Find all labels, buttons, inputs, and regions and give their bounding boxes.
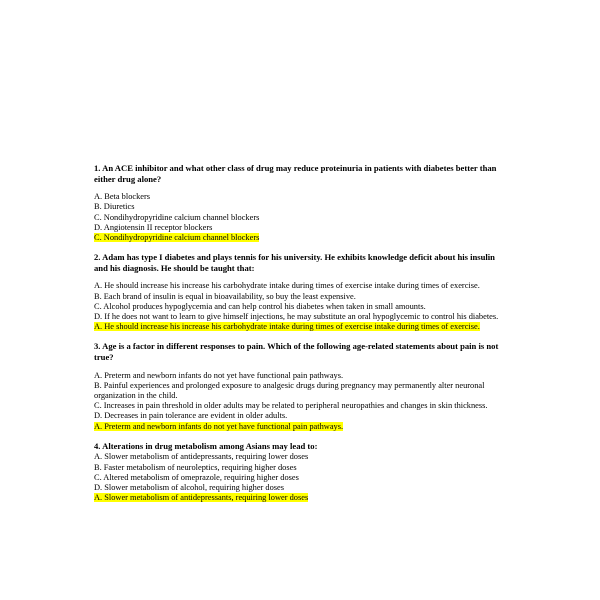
option-d: D. Slower metabolism of alcohol, requiring higher doses <box>94 483 285 493</box>
option-b: B. Each brand of insulin is equal in bioavailability, so buy the least expensive. <box>94 291 356 301</box>
option-c: C. Increases in pain threshold in older adults may be related to peripheral neuropathies and changes in skin thickness. <box>94 401 488 411</box>
question-3 <box>94 341 506 431</box>
option-c: C. Alcohol produces hypoglycemia and can help control his diabetes when taken in small amounts. <box>94 301 426 311</box>
answer-text: C. Nondihydropyridine calcium channel blockers <box>94 233 260 242</box>
question-2 <box>94 252 506 332</box>
question-text: 2. Adam has type I diabetes and plays tennis for his university. He exhibits knowledge deficit about his insulin and his diagnosis. He should be taught that: <box>94 252 495 273</box>
option-b: B. Painful experiences and prolonged exposure to analgesic drugs during pregnancy may permanently alter neuronal organization in the child. <box>94 380 485 400</box>
highlighted-answer <box>94 233 506 243</box>
option-d: D. If he does not want to learn to give himself injections, he may substitute an oral hypoglycemic to control his diabetes. <box>94 312 499 321</box>
question-text: 4. Alterations in drug metabolism among Asians may lead to: <box>94 440 318 451</box>
option-a: A. Preterm and newborn infants do not yet have functional pain pathways. <box>94 370 344 380</box>
option-d: D. Angiotensin II receptor blockers <box>94 222 213 232</box>
question-4 <box>94 441 506 504</box>
option-a: A. Beta blockers <box>94 192 151 202</box>
option-c: C. Altered metabolism of omeprazole, requiring higher doses <box>94 472 299 482</box>
question-text: 1. An ACE inhibitor and what other class of drug may reduce proteinuria in patients with diabetes better than either drug alone? <box>94 163 497 184</box>
highlighted-answer <box>94 322 506 332</box>
highlighted-answer <box>94 493 506 503</box>
question-1 <box>94 163 506 243</box>
option-c: C. Nondihydropyridine calcium channel blockers <box>94 212 260 222</box>
option-a: A. Slower metabolism of antidepressants, requiring lower doses <box>94 452 309 462</box>
highlighted-answer <box>94 422 506 432</box>
answer-text: A. He should increase his increase his carbohydrate intake during times of exercise intake during times of exercise. <box>94 322 480 332</box>
option-b: B. Faster metabolism of neuroleptics, requiring higher doses <box>94 462 297 472</box>
question-text: 3. Age is a factor in different responses to pain. Which of the following age-related statements about pain is not true? <box>94 341 499 362</box>
option-b: B. Diuretics <box>94 202 135 212</box>
option-a: A. He should increase his increase his carbohydrate intake during times of exercise intake during times of exercise. <box>94 281 480 291</box>
document-page <box>94 163 506 512</box>
answer-text: A. Slower metabolism of antidepressants, requiring lower doses <box>94 493 309 503</box>
option-d: D. Decreases in pain tolerance are evident in older adults. <box>94 411 288 421</box>
answer-text: A. Preterm and newborn infants do not yet have functional pain pathways. <box>94 421 344 431</box>
